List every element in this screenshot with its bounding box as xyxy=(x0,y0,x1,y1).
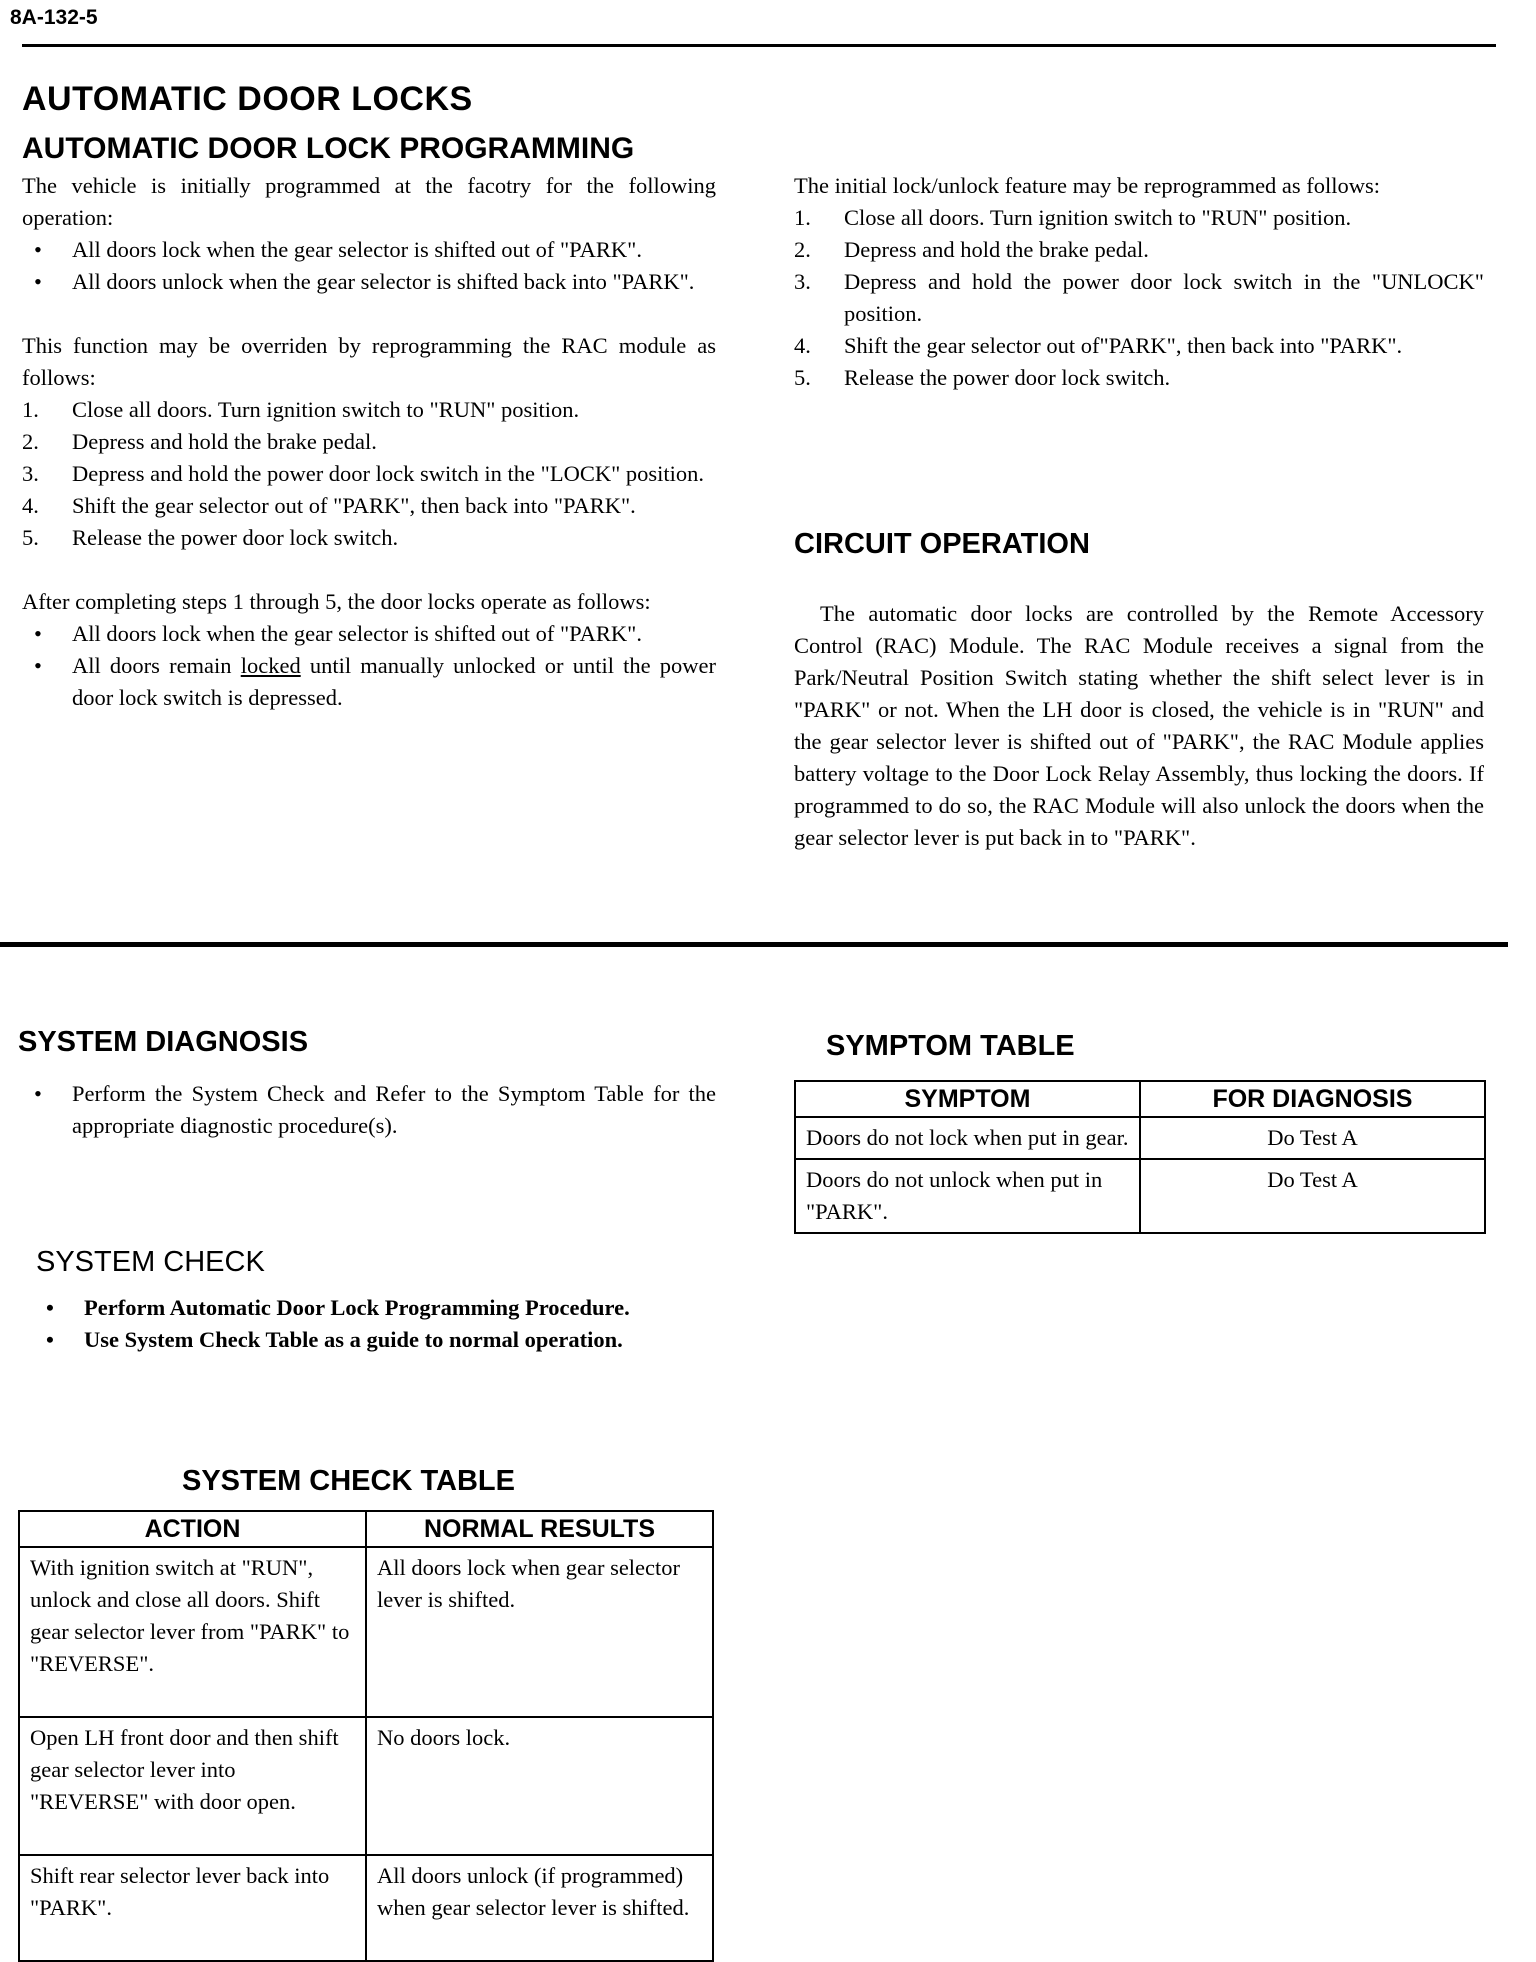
step-item xyxy=(794,202,1484,234)
table-row xyxy=(795,1159,1485,1233)
step-text: Depress and hold the brake pedal. xyxy=(72,429,377,454)
system-check-table xyxy=(18,1510,714,1962)
step-text: Depress and hold the brake pedal. xyxy=(844,237,1149,262)
system-check-content xyxy=(34,1292,726,1356)
initial-operation-list xyxy=(22,234,716,298)
list-item: • Use System Check Table as a guide to normal operation. xyxy=(46,1327,623,1352)
bullet-text: Use System Check Table as a guide to normal operation. xyxy=(84,1327,623,1352)
step-text: Depress and hold the power door lock switch in the "LOCK" position. xyxy=(72,461,705,486)
bullet-text-post: until manually unlocked or until the power door lock switch is depressed. xyxy=(72,653,717,710)
step-text: Shift the gear selector out of "PARK", then back into "PARK". xyxy=(72,493,636,518)
table-cell: Doors do not lock when put in gear. xyxy=(795,1117,1140,1159)
step-number: 3. xyxy=(794,269,811,294)
table-cell: Do Test A xyxy=(1140,1117,1485,1159)
diagnosis-list xyxy=(22,1078,716,1142)
step-item xyxy=(22,458,716,490)
table-cell: Shift rear selector lever back into "PARK". xyxy=(19,1855,366,1961)
main-title: AUTOMATIC DOOR LOCKS xyxy=(22,80,473,118)
step-number: 5. xyxy=(794,365,811,390)
bullet-text-pre: All doors remain xyxy=(72,653,241,678)
step-text: Release the power door lock switch. xyxy=(72,525,399,550)
programming-heading: AUTOMATIC DOOR LOCK PROGRAMMING xyxy=(22,132,635,165)
bullet-text: All doors lock when the gear selector is shifted out of "PARK". xyxy=(72,237,642,262)
system-check-list xyxy=(34,1292,726,1356)
step-item xyxy=(22,522,716,554)
table-cell: Open LH front door and then shift gear selector lever into "REVERSE" with door open. xyxy=(19,1717,366,1855)
list-item: • All doors unlock when the gear selector is shifted back into "PARK". xyxy=(34,269,695,294)
column-header: SYMPTOM xyxy=(795,1081,1140,1117)
step-item xyxy=(22,394,716,426)
reprogram-right-column xyxy=(794,170,1484,394)
override-steps xyxy=(22,394,716,554)
step-number: 5. xyxy=(22,525,39,550)
step-number: 1. xyxy=(794,205,811,230)
programming-intro: The vehicle is initially programmed at the facotry for the following operation: xyxy=(22,173,716,230)
step-item xyxy=(794,234,1484,266)
list-item: • All doors lock when the gear selector is shifted out of "PARK". xyxy=(34,621,642,646)
list-item: • All doors lock when the gear selector is shifted out of "PARK". xyxy=(34,237,642,262)
page-number: 8A-132-5 xyxy=(10,6,98,29)
step-item xyxy=(22,490,716,522)
list-item: • Perform Automatic Door Lock Programming Procedure. xyxy=(46,1295,630,1320)
table-row xyxy=(19,1855,713,1961)
circuit-body: The automatic door locks are controlled by the Remote Accessory Control (RAC) Module. The RAC Module receives a signal from the Park/Neutral Position Switch stating whether the shift select lever is in "PARK" or not. When the LH door is closed, the vehicle is in "RUN" and the gear selector lever is shifted out of "PARK", the RAC Module applies battery voltage to the Door Lock Relay Assembly, thus locking the doors. If programmed to do so, the RAC Module will also unlock the doors when the gear selector lever is put back in to "PARK". xyxy=(794,601,1484,850)
step-text: Shift the gear selector out of"PARK", then back into "PARK". xyxy=(844,333,1403,358)
reprogram-intro: The initial lock/unlock feature may be reprogrammed as follows: xyxy=(794,173,1381,198)
table-cell: All doors lock when gear selector lever is shifted. xyxy=(366,1547,713,1717)
programming-left-column xyxy=(22,170,716,714)
after-operation-list xyxy=(22,618,716,714)
diagnosis-content xyxy=(22,1078,716,1142)
list-item: • Perform the System Check and Refer to the Symptom Table for the appropriate diagnostic procedure(s). xyxy=(34,1081,716,1138)
table-cell: No doors lock. xyxy=(366,1717,713,1855)
bullet-text: All doors lock when the gear selector is shifted out of "PARK". xyxy=(72,621,642,646)
step-number: 2. xyxy=(794,237,811,262)
table-cell: All doors unlock (if programmed) when gear selector lever is shifted. xyxy=(366,1855,713,1961)
override-intro: This function may be overriden by reprogramming the RAC module as follows: xyxy=(22,333,716,390)
step-text: Close all doors. Turn ignition switch to "RUN" position. xyxy=(844,205,1352,230)
table-row xyxy=(19,1717,713,1855)
step-text: Depress and hold the power door lock switch in the "UNLOCK" position. xyxy=(844,269,1484,326)
step-item xyxy=(794,330,1484,362)
after-intro: After completing steps 1 through 5, the door locks operate as follows: xyxy=(22,589,651,614)
symptom-table xyxy=(794,1080,1486,1234)
circuit-heading: CIRCUIT OPERATION xyxy=(794,528,1090,560)
step-text: Release the power door lock switch. xyxy=(844,365,1171,390)
step-number: 2. xyxy=(22,429,39,454)
bullet-text: Perform Automatic Door Lock Programming Procedure. xyxy=(84,1295,630,1320)
column-header: ACTION xyxy=(19,1511,366,1547)
step-number: 4. xyxy=(794,333,811,358)
symptom-table-title: SYMPTOM TABLE xyxy=(826,1030,1075,1062)
system-check-table-title: SYSTEM CHECK TABLE xyxy=(182,1465,515,1497)
table-row xyxy=(19,1547,713,1717)
step-item xyxy=(794,266,1484,330)
system-check-heading: SYSTEM CHECK xyxy=(36,1246,265,1278)
step-number: 1. xyxy=(22,397,39,422)
step-item xyxy=(794,362,1484,394)
list-item: • All doors remain locked until manually unlocked or until the power door lock switch is depressed. xyxy=(34,653,717,710)
header-rule xyxy=(22,44,1496,47)
bullet-text: Perform the System Check and Refer to the Symptom Table for the appropriate diagnostic procedure(s). xyxy=(72,1081,716,1138)
column-header: NORMAL RESULTS xyxy=(366,1511,713,1547)
table-cell: Doors do not unlock when put in "PARK". xyxy=(795,1159,1140,1233)
section-divider xyxy=(0,942,1508,947)
reprogram-steps xyxy=(794,202,1484,394)
underlined-word: locked xyxy=(240,653,301,678)
table-cell: With ignition switch at "RUN", unlock and close all doors. Shift gear selector lever from "PARK" to "REVERSE". xyxy=(19,1547,366,1717)
step-text: Close all doors. Turn ignition switch to "RUN" position. xyxy=(72,397,580,422)
step-number: 4. xyxy=(22,493,39,518)
table-header-row xyxy=(795,1081,1485,1117)
diagnosis-heading: SYSTEM DIAGNOSIS xyxy=(18,1026,309,1058)
step-number: 3. xyxy=(22,461,39,486)
bullet-text: All doors unlock when the gear selector is shifted back into "PARK". xyxy=(72,269,695,294)
column-header: FOR DIAGNOSIS xyxy=(1140,1081,1485,1117)
table-cell: Do Test A xyxy=(1140,1159,1485,1233)
table-row xyxy=(795,1117,1485,1159)
step-item xyxy=(22,426,716,458)
table-header-row xyxy=(19,1511,713,1547)
